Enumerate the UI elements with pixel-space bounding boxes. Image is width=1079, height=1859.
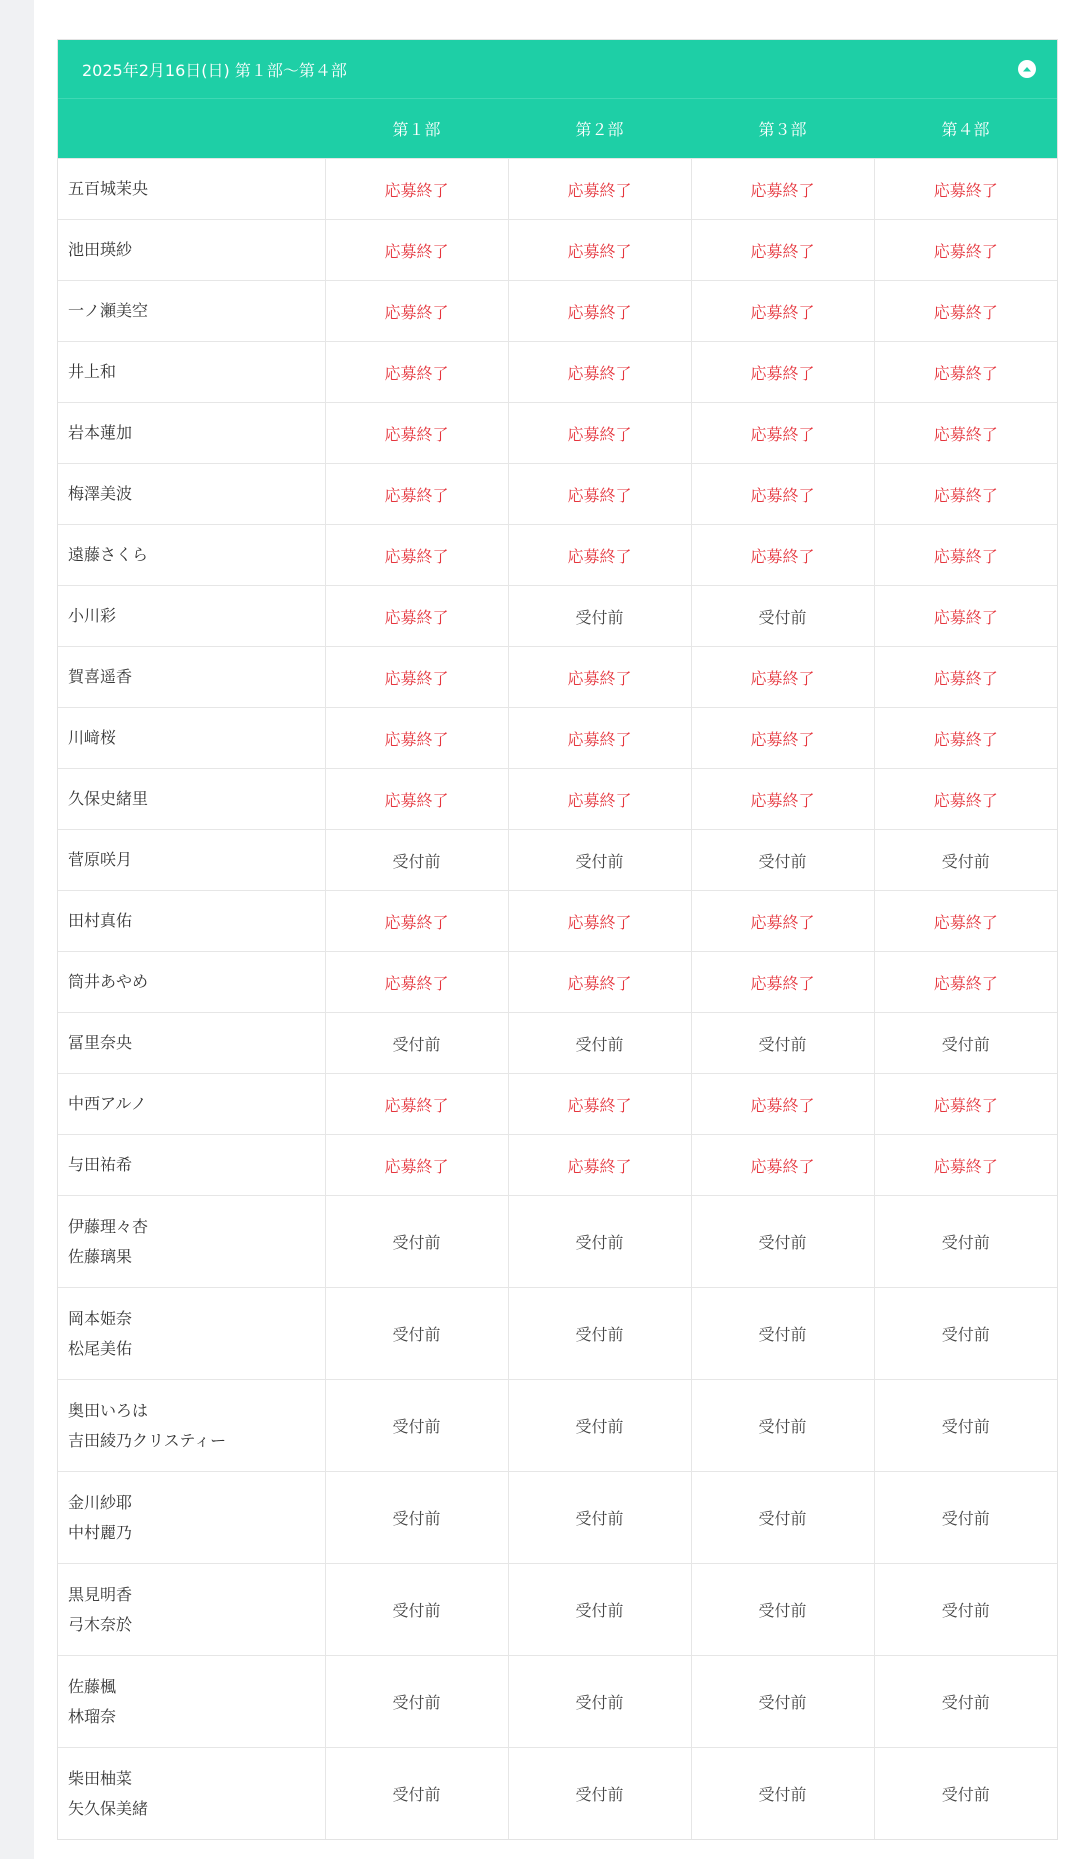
session-status-cell: 受付前 [508, 830, 691, 891]
member-name: 与田祐希 [68, 1155, 133, 1174]
table-row [58, 403, 1057, 464]
session-status-cell: 応募終了 [325, 1074, 508, 1135]
page-container [34, 0, 1079, 1859]
session-status-cell: 受付前 [691, 1288, 874, 1380]
table-row [58, 1135, 1057, 1196]
member-name: 久保史緒里 [68, 789, 149, 808]
session-status-cell: 受付前 [874, 1288, 1057, 1380]
member-name: 中西アルノ [68, 1094, 147, 1113]
session-status-cell: 受付前 [691, 586, 874, 647]
session-status-cell: 応募終了 [325, 159, 508, 220]
session-status-cell: 受付前 [691, 1380, 874, 1472]
member-name: 佐藤璃果 [68, 1246, 133, 1266]
member-name-cell [58, 1074, 325, 1135]
session-status-cell: 応募終了 [874, 891, 1057, 952]
session-column-header: 第３部 [691, 99, 874, 159]
member-name-cell [58, 464, 325, 525]
member-name-cell [58, 708, 325, 769]
session-status-cell: 応募終了 [508, 1074, 691, 1135]
session-status-cell: 受付前 [325, 1472, 508, 1564]
session-status-table [58, 99, 1057, 1839]
member-name: 梅澤美波 [68, 484, 133, 503]
session-status-cell: 応募終了 [508, 952, 691, 1013]
session-status-cell: 受付前 [508, 1748, 691, 1840]
table-row [58, 586, 1057, 647]
session-status-cell: 受付前 [691, 1656, 874, 1748]
event-schedule-panel [57, 39, 1058, 1840]
session-status-cell: 応募終了 [691, 464, 874, 525]
session-status-cell: 応募終了 [874, 1074, 1057, 1135]
table-row [58, 159, 1057, 220]
table-row [58, 281, 1057, 342]
table-row [58, 1380, 1057, 1472]
session-status-cell: 受付前 [874, 1748, 1057, 1840]
member-name-cell [58, 403, 325, 464]
panel-header[interactable] [58, 40, 1057, 99]
member-name-cell [58, 1564, 325, 1656]
session-status-cell: 応募終了 [508, 1135, 691, 1196]
member-name-cell [58, 1288, 325, 1380]
member-name-cell [58, 1196, 325, 1288]
member-name-cell [58, 1135, 325, 1196]
member-name: 池田瑛紗 [68, 240, 133, 259]
member-name-cell [58, 159, 325, 220]
member-name: 矢久保美緒 [68, 1798, 149, 1818]
session-status-cell: 応募終了 [325, 708, 508, 769]
table-row [58, 1748, 1057, 1840]
member-name-cell [58, 1472, 325, 1564]
session-status-cell: 応募終了 [874, 647, 1057, 708]
event-date-title: 2025年2月16日(日) 第１部〜第４部 [82, 60, 347, 80]
session-status-cell: 応募終了 [325, 647, 508, 708]
member-name: 菅原咲月 [68, 850, 133, 869]
session-status-cell: 受付前 [325, 1748, 508, 1840]
session-status-cell: 受付前 [508, 1656, 691, 1748]
session-status-cell: 応募終了 [691, 220, 874, 281]
table-row [58, 342, 1057, 403]
table-row [58, 525, 1057, 586]
session-status-cell: 受付前 [691, 1472, 874, 1564]
session-status-cell: 受付前 [325, 1380, 508, 1472]
member-name: 冨里奈央 [68, 1033, 133, 1052]
table-row [58, 1074, 1057, 1135]
table-row [58, 1472, 1057, 1564]
session-status-cell: 応募終了 [325, 220, 508, 281]
session-status-cell: 受付前 [508, 1288, 691, 1380]
session-status-cell: 応募終了 [691, 1074, 874, 1135]
session-status-cell: 応募終了 [508, 708, 691, 769]
session-status-cell: 応募終了 [508, 464, 691, 525]
member-name: 一ノ瀬美空 [68, 301, 149, 320]
session-status-cell: 応募終了 [325, 1135, 508, 1196]
session-status-cell: 受付前 [874, 1013, 1057, 1074]
member-name-cell [58, 1656, 325, 1748]
session-status-cell: 受付前 [691, 1564, 874, 1656]
member-name-cell [58, 830, 325, 891]
member-name-cell [58, 220, 325, 281]
session-status-cell: 受付前 [325, 1656, 508, 1748]
table-row [58, 952, 1057, 1013]
member-name: 賀喜遥香 [68, 667, 133, 686]
member-name-cell [58, 342, 325, 403]
session-status-cell: 応募終了 [508, 342, 691, 403]
session-status-cell: 受付前 [508, 586, 691, 647]
session-status-cell: 応募終了 [325, 769, 508, 830]
session-status-cell: 応募終了 [874, 586, 1057, 647]
session-status-cell: 応募終了 [325, 342, 508, 403]
member-name-cell [58, 952, 325, 1013]
session-status-cell: 受付前 [874, 1656, 1057, 1748]
session-status-cell: 応募終了 [691, 952, 874, 1013]
table-row [58, 1656, 1057, 1748]
session-status-cell: 応募終了 [691, 891, 874, 952]
member-name: 田村真佑 [68, 911, 133, 930]
session-column-header: 第２部 [508, 99, 691, 159]
session-status-cell: 応募終了 [325, 586, 508, 647]
session-status-cell: 受付前 [508, 1472, 691, 1564]
member-name: 金川紗耶 [68, 1492, 133, 1512]
member-name-cell [58, 769, 325, 830]
member-name: 柴田柚菜 [68, 1768, 133, 1788]
member-name: 黒見明香 [68, 1584, 133, 1604]
table-row [58, 1196, 1057, 1288]
member-name: 岡本姫奈 [68, 1308, 133, 1328]
member-name: 岩本蓮加 [68, 423, 133, 442]
session-status-cell: 応募終了 [508, 159, 691, 220]
session-status-cell: 応募終了 [874, 342, 1057, 403]
session-status-cell: 応募終了 [508, 281, 691, 342]
member-name: 弓木奈於 [68, 1614, 133, 1634]
session-status-cell: 受付前 [325, 1013, 508, 1074]
table-header-row [58, 99, 1057, 159]
session-status-cell: 応募終了 [325, 952, 508, 1013]
session-status-cell: 受付前 [325, 1196, 508, 1288]
session-status-cell: 応募終了 [508, 220, 691, 281]
member-name: 中村麗乃 [68, 1522, 133, 1542]
member-name-cell [58, 586, 325, 647]
session-column-header: 第４部 [874, 99, 1057, 159]
session-status-cell: 受付前 [325, 830, 508, 891]
session-status-cell: 応募終了 [691, 281, 874, 342]
member-name-cell [58, 525, 325, 586]
session-status-cell: 応募終了 [874, 952, 1057, 1013]
session-status-cell: 受付前 [691, 1013, 874, 1074]
member-name-cell [58, 891, 325, 952]
table-row [58, 769, 1057, 830]
session-status-cell: 応募終了 [874, 159, 1057, 220]
session-status-cell: 応募終了 [508, 647, 691, 708]
member-name-cell [58, 1748, 325, 1840]
session-status-cell: 応募終了 [691, 525, 874, 586]
session-status-cell: 受付前 [691, 830, 874, 891]
session-status-cell: 受付前 [691, 1196, 874, 1288]
session-status-cell: 受付前 [508, 1380, 691, 1472]
member-name: 川﨑桜 [68, 728, 117, 747]
session-status-cell: 受付前 [508, 1013, 691, 1074]
chevron-up-circle-icon[interactable] [1018, 60, 1036, 78]
session-status-cell: 受付前 [874, 830, 1057, 891]
session-status-cell: 応募終了 [691, 1135, 874, 1196]
table-row [58, 830, 1057, 891]
member-name: 遠藤さくら [68, 545, 149, 564]
member-name: 伊藤理々杏 [68, 1216, 149, 1236]
session-status-cell: 応募終了 [874, 403, 1057, 464]
session-status-cell: 応募終了 [691, 708, 874, 769]
session-status-cell: 応募終了 [325, 403, 508, 464]
session-status-cell: 応募終了 [508, 769, 691, 830]
member-name: 奥田いろは [68, 1400, 149, 1420]
session-status-cell: 受付前 [874, 1472, 1057, 1564]
session-status-cell: 応募終了 [325, 464, 508, 525]
session-status-cell: 受付前 [508, 1196, 691, 1288]
session-status-cell: 受付前 [874, 1380, 1057, 1472]
member-name: 井上和 [68, 362, 117, 381]
session-status-cell: 応募終了 [874, 1135, 1057, 1196]
session-status-cell: 応募終了 [874, 525, 1057, 586]
table-row [58, 1564, 1057, 1656]
session-column-header: 第１部 [325, 99, 508, 159]
member-column-header [58, 99, 325, 159]
table-row [58, 1288, 1057, 1380]
table-row [58, 1013, 1057, 1074]
session-status-cell: 応募終了 [874, 220, 1057, 281]
session-status-cell: 応募終了 [508, 525, 691, 586]
session-status-cell: 応募終了 [691, 403, 874, 464]
session-status-cell: 応募終了 [691, 159, 874, 220]
session-status-cell: 受付前 [508, 1564, 691, 1656]
table-row [58, 464, 1057, 525]
session-status-cell: 受付前 [325, 1564, 508, 1656]
member-name: 筒井あやめ [68, 972, 149, 991]
session-status-cell: 応募終了 [874, 708, 1057, 769]
member-name: 松尾美佑 [68, 1338, 133, 1358]
session-status-cell: 応募終了 [508, 891, 691, 952]
session-status-cell: 応募終了 [874, 281, 1057, 342]
table-row [58, 708, 1057, 769]
session-status-cell: 応募終了 [508, 403, 691, 464]
member-name: 吉田綾乃クリスティー [68, 1430, 227, 1450]
member-name: 小川彩 [68, 606, 117, 625]
member-name: 五百城茉央 [68, 179, 149, 198]
member-name-cell [58, 281, 325, 342]
session-status-cell: 受付前 [874, 1564, 1057, 1656]
session-status-cell: 受付前 [691, 1748, 874, 1840]
session-status-cell: 応募終了 [691, 342, 874, 403]
table-body [58, 159, 1057, 1840]
session-status-cell: 応募終了 [325, 525, 508, 586]
member-name: 佐藤楓 [68, 1676, 117, 1696]
table-row [58, 891, 1057, 952]
member-name-cell [58, 647, 325, 708]
member-name-cell [58, 1013, 325, 1074]
member-name-cell [58, 1380, 325, 1472]
table-row [58, 220, 1057, 281]
session-status-cell: 応募終了 [691, 647, 874, 708]
session-status-cell: 応募終了 [874, 464, 1057, 525]
session-status-cell: 応募終了 [691, 769, 874, 830]
session-status-cell: 受付前 [874, 1196, 1057, 1288]
session-status-cell: 応募終了 [325, 891, 508, 952]
table-row [58, 647, 1057, 708]
session-status-cell: 受付前 [325, 1288, 508, 1380]
session-status-cell: 応募終了 [874, 769, 1057, 830]
session-status-cell: 応募終了 [325, 281, 508, 342]
member-name: 林瑠奈 [68, 1706, 117, 1726]
